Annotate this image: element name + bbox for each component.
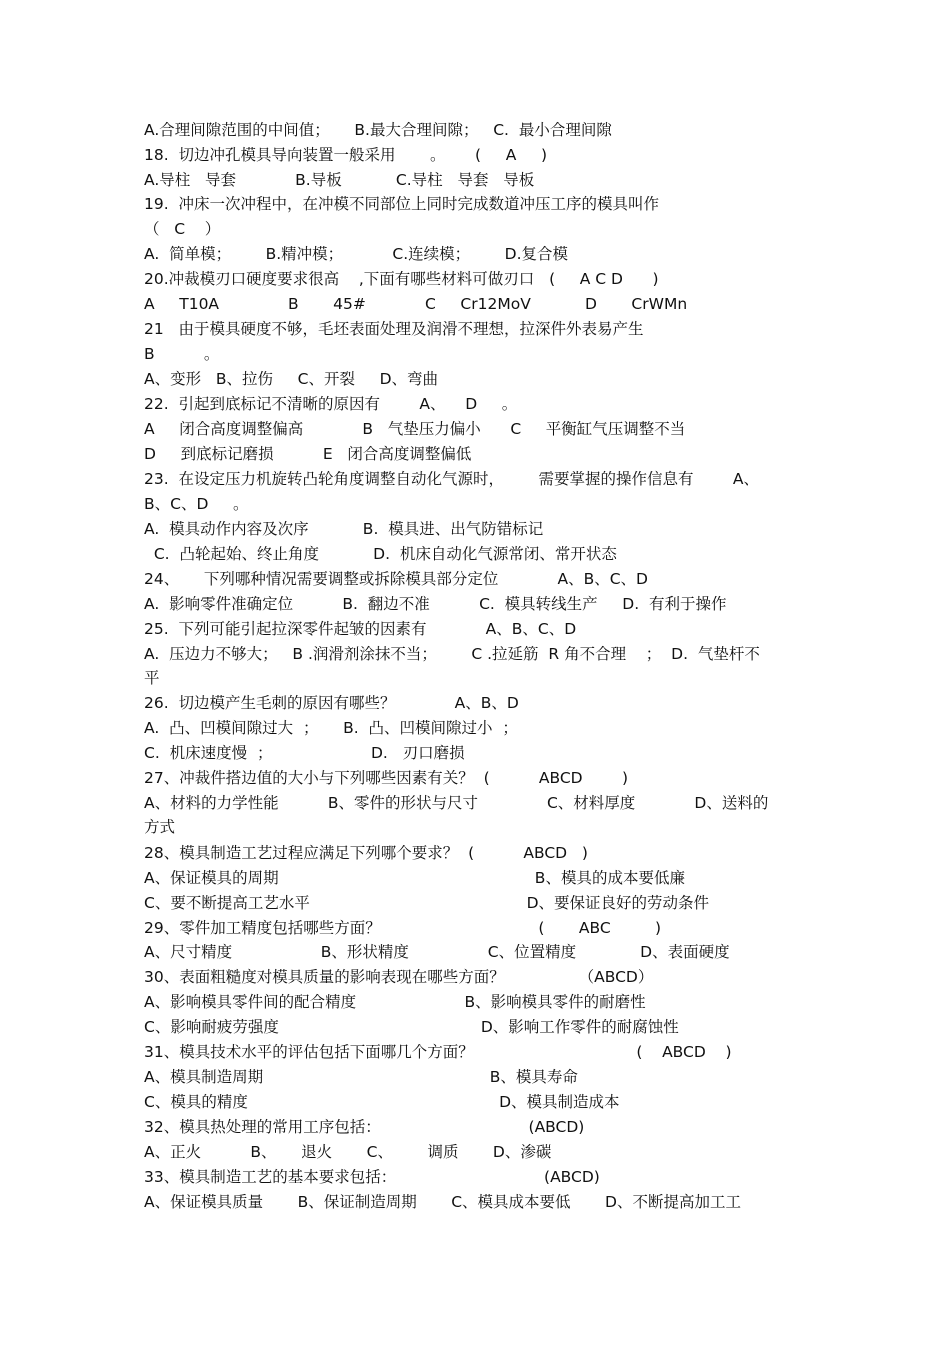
- question-19: 19. 冲床一次冲程中，在冲模不同部位上同时完成数道冲压工序的模具叫作: [144, 195, 660, 213]
- text-line: A. 模具动作内容及次序 B. 模具进、出气防错标记: [144, 520, 544, 538]
- question-23: 23. 在设定压力机旋转凸轮角度调整自动化气源时， 需要掌握的操作信息有 A、: [144, 470, 760, 488]
- question-26: 26. 切边模产生毛刺的原因有哪些？ A、B、D: [144, 694, 519, 712]
- text-line: C、要不断提高工艺水平 D、要保证良好的劳动条件: [144, 894, 710, 912]
- question-28: 28、模具制造工艺过程应满足下列哪个要求？ ( ABCD ): [144, 844, 588, 862]
- text-line: （ C ）: [144, 220, 221, 238]
- text-line: A. 影响零件准确定位 B. 翻边不准 C. 模具转线生产 D. 有利于操作: [144, 595, 727, 613]
- question-32: 32、模具热处理的常用工序包括： (ABCD): [144, 1118, 585, 1136]
- question-20: 20.冲裁模刃口硬度要求很高 ,下面有哪些材料可做刃口 ( A C D ): [144, 270, 659, 288]
- text-line: A. 简单模； B.精冲模； C.连续模； D.复合模: [144, 245, 569, 263]
- text-line: C、影响耐疲劳强度 D、影响工作零件的耐腐蚀性: [144, 1018, 679, 1036]
- question-30: 30、表面粗糙度对模具质量的影响表现在哪些方面？ （ABCD）: [144, 968, 654, 986]
- text-line: A T10A B 45# C Cr12MoV D CrWMn: [144, 295, 688, 313]
- question-22: 22. 引起到底标记不清晰的原因有 A、 D 。: [144, 395, 518, 413]
- text-line: C. 凸轮起始、终止角度 D. 机床自动化气源常闭、常开状态: [144, 545, 617, 563]
- text-line: A、影响模具零件间的配合精度 B、影响模具零件的耐磨性: [144, 993, 646, 1011]
- text-line: A、变形 B、拉伤 C、开裂 D、弯曲: [144, 370, 439, 388]
- text-line: A. 压边力不够大； B .润滑剂涂抹不当； C .拉延筋 R 角不合理 ； D. 气垫杆不: [144, 645, 760, 663]
- question-18: 18. 切边冲孔模具导向装置一般采用 。 ( A ): [144, 146, 548, 164]
- text-line: C. 机床速度慢 ； D. 刃口磨损: [144, 744, 465, 762]
- text-line: A.合理间隙范围的中间值； B.最大合理间隙； C. 最小合理间隙: [144, 121, 612, 139]
- text-line: 方式: [144, 818, 176, 836]
- text-line: A、材料的力学性能 B、零件的形状与尺寸 C、材料厚度 D、送料的: [144, 794, 769, 812]
- text-line: C、模具的精度 D、模具制造成本: [144, 1093, 620, 1111]
- question-31: 31、模具技术水平的评估包括下面哪几个方面？ ( ABCD ): [144, 1043, 732, 1061]
- text-line: 平: [144, 669, 160, 687]
- question-24: 24、 下列哪种情况需要调整或拆除模具部分定位 A、B、C、D: [144, 570, 648, 588]
- text-line: A. 凸、凹模间隙过大 ； B. 凸、凹模间隙过小 ；: [144, 719, 518, 737]
- question-29: 29、零件加工精度包括哪些方面？ ( ABC ): [144, 919, 662, 937]
- text-line: B、C、D 。: [144, 495, 249, 513]
- text-line: B 。: [144, 345, 220, 363]
- text-line: A、保证模具质量 B、保证制造周期 C、模具成本要低 D、不断提高加工工: [144, 1193, 741, 1211]
- text-line: A、模具制造周期 B、模具寿命: [144, 1068, 578, 1086]
- text-line: D 到底标记磨损 E 闭合高度调整偏低: [144, 445, 472, 463]
- question-33: 33、模具制造工艺的基本要求包括： (ABCD): [144, 1168, 600, 1186]
- text-line: A、保证模具的周期 B、模具的成本要低廉: [144, 869, 685, 887]
- question-21: 21 由于模具硬度不够，毛坯表面处理及润滑不理想，拉深件外表易产生: [144, 320, 644, 338]
- question-25: 25. 下列可能引起拉深零件起皱的因素有 A、B、C、D: [144, 620, 577, 638]
- text-line: A、尺寸精度 B、形状精度 C、位置精度 D、表面硬度: [144, 943, 730, 961]
- text-line: A 闭合高度调整偏高 B 气垫压力偏小 C 平衡缸气压调整不当: [144, 420, 686, 438]
- text-line: A.导柱 导套 B.导板 C.导柱 导套 导板: [144, 171, 535, 189]
- question-27: 27、冲裁件搭边值的大小与下列哪些因素有关？ ( ABCD ): [144, 769, 629, 787]
- text-line: A、正火 B、 退火 C、 调质 D、渗碳: [144, 1143, 552, 1161]
